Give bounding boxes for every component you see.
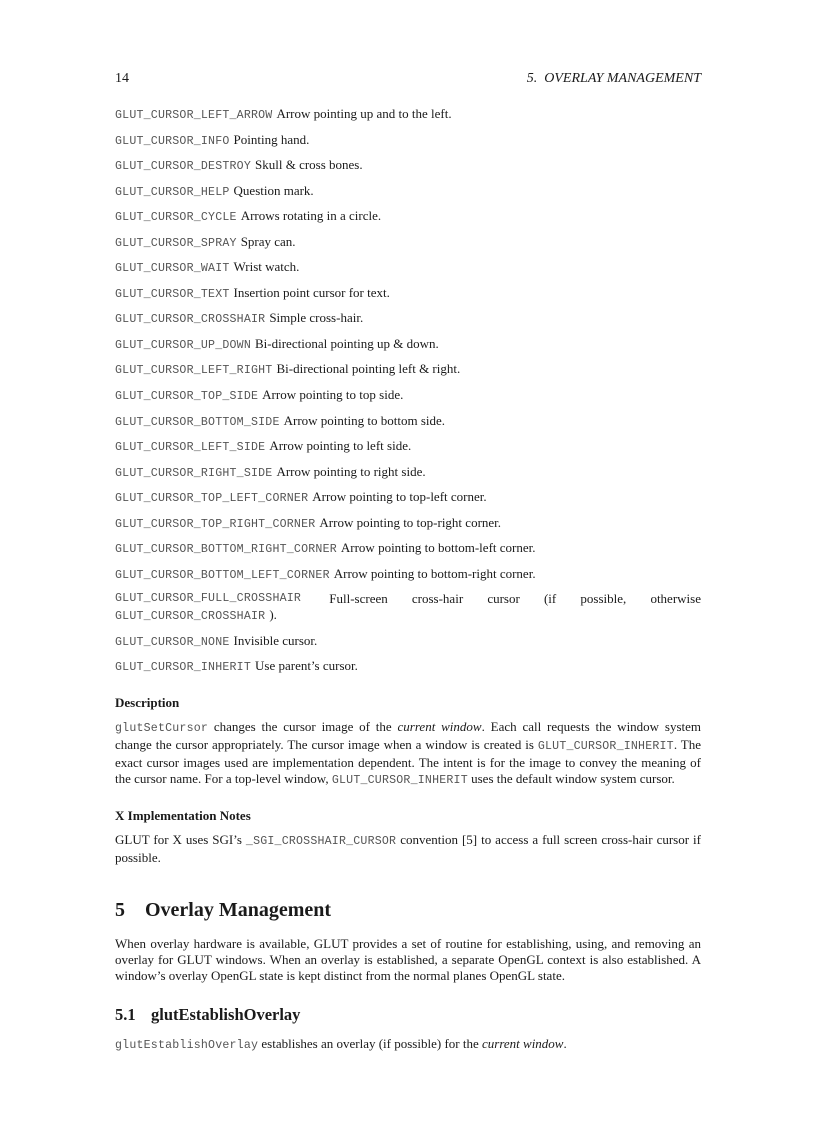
cursor-desc: Bi-directional pointing up & down.	[255, 335, 439, 351]
cursor-name: GLUT_CURSOR_LEFT_SIDE	[115, 441, 266, 455]
cursor-name: GLUT_CURSOR_BOTTOM_SIDE	[115, 415, 280, 429]
function-name: glutEstablishOverlay	[115, 1039, 259, 1053]
cursor-desc: Spray can.	[240, 233, 296, 249]
cursor-desc: Bi-directional pointing left & right.	[276, 361, 461, 377]
cursor-item	[115, 387, 701, 405]
text-run: changes the cursor image of the	[208, 719, 398, 735]
cursor-name: GLUT_CURSOR_INFO	[115, 134, 230, 148]
cursor-item	[115, 132, 701, 150]
full-crosshair-line	[115, 591, 701, 607]
cursor-name: GLUT_CURSOR_TEXT	[115, 287, 230, 301]
cursor-desc: Invisible cursor.	[233, 632, 318, 648]
x-notes-heading: X Implementation Notes	[115, 808, 251, 824]
cursor-name: GLUT_CURSOR_UP_DOWN	[115, 338, 251, 352]
full-crosshair-fallback-line	[115, 607, 701, 625]
cursor-item	[115, 633, 701, 651]
cursor-name: GLUT_CURSOR_LEFT_RIGHT	[115, 364, 273, 378]
text-run: uses the default window system cursor.	[467, 771, 675, 787]
cursor-desc: Arrow pointing to top-right corner.	[319, 514, 502, 530]
subsection-title: glutEstablishOverlay	[151, 1005, 301, 1025]
cursor-desc: Arrow pointing to bottom side.	[283, 412, 446, 428]
section-title: Overlay Management	[145, 899, 332, 922]
page-content	[115, 106, 701, 1054]
cursor-desc: Pointing hand.	[233, 131, 310, 147]
cursor-item	[115, 336, 701, 354]
cursor-name: GLUT_CURSOR_TOP_RIGHT_CORNER	[115, 517, 316, 531]
cursor-item	[115, 515, 701, 533]
cursor-item	[115, 438, 701, 456]
cursor-desc: Use parent’s cursor.	[255, 658, 358, 674]
cursor-name: GLUT_CURSOR_NONE	[115, 635, 230, 649]
cursor-name: GLUT_CURSOR_INHERIT	[115, 661, 251, 675]
cursor-desc: Arrows rotating in a circle.	[240, 208, 382, 224]
running-head-title: OVERLAY MANAGEMENT	[544, 71, 701, 86]
cursor-desc: Arrow pointing to right side.	[276, 463, 426, 479]
full-crosshair-word: cross-hair	[411, 591, 464, 607]
text-run: convention [5] to access a full screen cross-hair cursor if possible.	[115, 832, 701, 866]
cursor-item	[115, 310, 701, 328]
cursor-item	[115, 106, 701, 124]
emphasis: current window	[481, 1036, 564, 1052]
cursor-name: GLUT_CURSOR_BOTTOM_LEFT_CORNER	[115, 568, 330, 582]
cursor-desc: Arrow pointing to left side.	[269, 438, 412, 454]
running-head-number: 5.	[526, 71, 538, 86]
page-header	[115, 71, 701, 91]
cursor-item	[115, 157, 701, 175]
cursor-item	[115, 658, 701, 676]
cursor-name: GLUT_CURSOR_CYCLE	[115, 211, 237, 225]
cursor-desc: Question mark.	[233, 182, 314, 198]
cursor-desc: Arrow pointing up and to the left.	[276, 106, 452, 121]
code-constant: GLUT_CURSOR_INHERIT	[537, 740, 674, 754]
page-number: 14	[115, 71, 129, 86]
cursor-name: GLUT_CURSOR_TOP_SIDE	[115, 390, 259, 404]
emphasis: current window	[397, 719, 482, 735]
x-notes-paragraph	[115, 832, 701, 866]
cursor-item	[115, 464, 701, 482]
cursor-name: GLUT_CURSOR_BOTTOM_RIGHT_CORNER	[115, 543, 337, 557]
cursor-item	[115, 234, 701, 252]
section-number: 5	[115, 899, 125, 922]
cursor-desc: Arrow pointing to bottom-right corner.	[333, 565, 536, 581]
cursor-item	[115, 540, 701, 558]
cursor-desc: Arrow pointing to bottom-left corner.	[340, 540, 536, 556]
full-crosshair-word: otherwise	[650, 591, 701, 607]
function-name: glutSetCursor	[115, 722, 209, 736]
cursor-name: GLUT_CURSOR_TOP_LEFT_CORNER	[115, 492, 309, 506]
cursor-desc: Arrow pointing to top side.	[262, 387, 404, 403]
cursor-item-full-crosshair	[115, 591, 701, 625]
text-run: establishes an overlay (if possible) for the	[258, 1036, 482, 1052]
text-run: .	[563, 1036, 567, 1052]
description-paragraph	[115, 719, 701, 789]
cursor-desc: Skull & cross bones.	[255, 157, 363, 173]
cursor-name: GLUT_CURSOR_DESTROY	[115, 160, 251, 174]
cursor-name: GLUT_CURSOR_RIGHT_SIDE	[115, 466, 273, 480]
description-heading: Description	[115, 695, 180, 711]
running-head	[527, 71, 701, 87]
cursor-desc: Simple cross-hair.	[269, 310, 364, 326]
full-crosshair-tail: ).	[269, 607, 277, 623]
cursor-item	[115, 489, 701, 507]
section-heading	[115, 898, 701, 922]
text-run: . Each call requests the window system change the cursor appropriately. The cursor image when a window is created is	[115, 719, 701, 753]
cursor-name: GLUT_CURSOR_SPRAY	[115, 236, 237, 250]
cursor-desc: Wrist watch.	[233, 259, 300, 275]
cursor-item	[115, 208, 701, 226]
subsection-number: 5.1	[115, 1005, 136, 1025]
cursor-name: GLUT_CURSOR_FULL_CROSSHAIR	[115, 592, 302, 606]
cursor-item	[115, 413, 701, 431]
full-crosshair-word: cursor	[487, 591, 520, 607]
full-crosshair-word: Full-screen	[329, 591, 388, 607]
cursor-list	[115, 106, 701, 676]
cursor-desc: Insertion point cursor for text.	[233, 284, 390, 300]
cursor-item	[115, 285, 701, 303]
section-paragraph: When overlay hardware is available, GLUT provides a set of routine for establishing, using, and removing an overlay for GLUT windows. When an overlay is established, a separate OpenGL context is also established. A window’s overlay OpenGL state is kept distinct from the normal planes OpenGL state.	[115, 936, 701, 984]
cursor-name: GLUT_CURSOR_HELP	[115, 185, 230, 199]
subsection-paragraph	[115, 1036, 701, 1054]
cursor-name: GLUT_CURSOR_CROSSHAIR	[115, 313, 266, 327]
subsection-heading	[115, 1005, 701, 1025]
cursor-item	[115, 259, 701, 277]
code-constant: GLUT_CURSOR_INHERIT	[331, 774, 468, 788]
cursor-desc: Arrow pointing to top-left corner.	[312, 489, 487, 505]
text-run: GLUT for X uses SGI’s	[115, 832, 246, 848]
cursor-item	[115, 361, 701, 379]
full-crosshair-word: possible,	[580, 591, 627, 607]
cursor-fallback-name: GLUT_CURSOR_CROSSHAIR	[115, 610, 266, 624]
cursor-item	[115, 183, 701, 201]
full-crosshair-word: (if	[543, 591, 557, 607]
cursor-name: GLUT_CURSOR_WAIT	[115, 262, 230, 276]
cursor-name: GLUT_CURSOR_LEFT_ARROW	[115, 109, 273, 122]
cursor-item	[115, 566, 701, 584]
code-constant: _SGI_CROSSHAIR_CURSOR	[245, 835, 397, 849]
text-run: . The exact cursor images used are implementation dependent. The intent is for the image to convey the meaning of the cursor name. For a top-level window,	[115, 737, 701, 787]
